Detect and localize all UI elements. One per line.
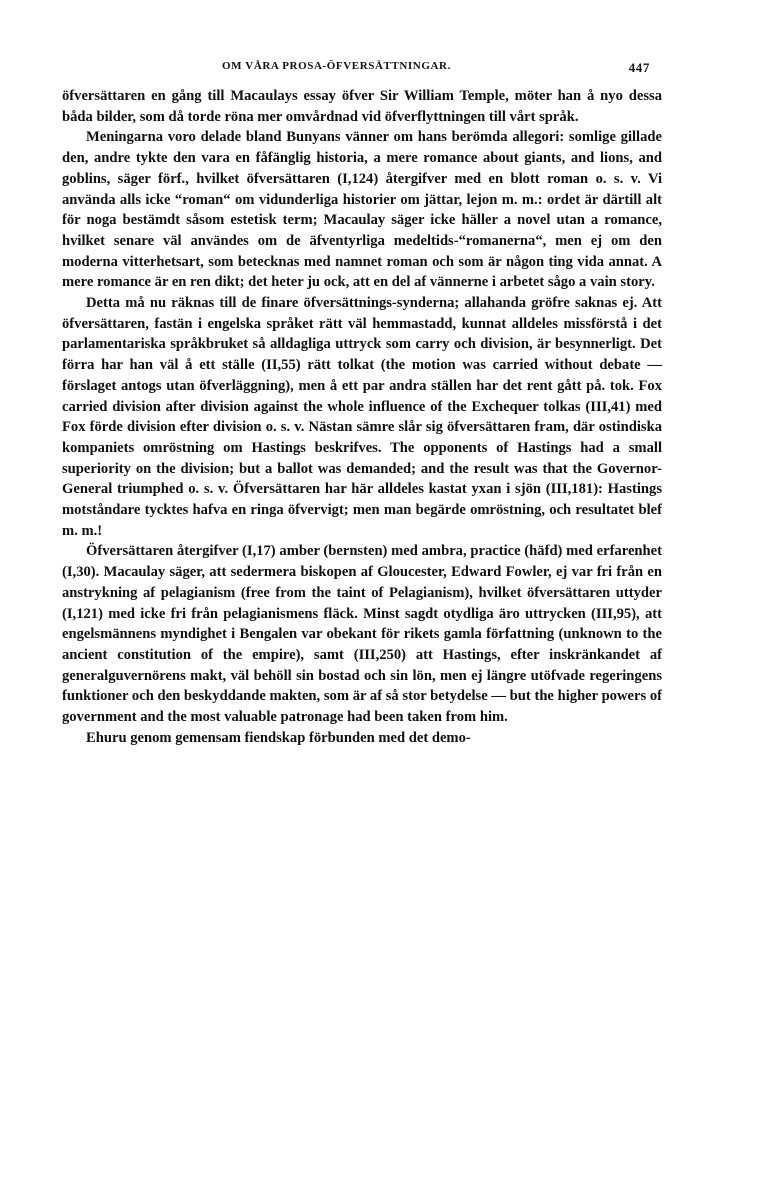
body-text	[62, 86, 662, 749]
paragraph: Detta må nu räknas till de finare öfversättnings-synderna; allahanda gröfre saknas ej. Att öfversättaren, fastän i engelska språket rätt väl hemmastadd, kunnat alldeles missförstå i det parlamentariska språkbruket så alldagliga uttryck som carry och division, är besynnerligt. Det förra har han väl å ett ställe (II,55) rätt tolkat (the motion was carried without debate — förslaget antogs utan öfverläggning), men å ett par andra ställen har det rent gått på. tok. Fox carried division after division against the whole influence of the Exchequer tolkas (III,41) med Fox förde division efter division o. s. v. Nästan sämre slår sig öfversättaren fram, där ostindiska kompaniets omröstning om Hastings beskrifves. The opponents of Hastings had a small superiority on the division; but a ballot was demanded; and the result was that the Governor-General triumphed o. s. v. Öfversättaren har här alldeles kastat yxan i sjön (III,181): Hastings motståndare tycktes hafva en ringa öfvervigt; men man begärde omröstning, och resultatet blef m. m.!	[62, 295, 662, 539]
paragraph: Ehuru genom gemensam fiendskap förbunden med det demo-	[86, 729, 471, 746]
running-title: OM VÅRA PROSA-ÖFVERSÄTTNINGAR.	[222, 60, 451, 72]
book-page	[62, 60, 662, 1170]
paragraph: Öfversättaren återgifver (I,17) amber (bernsten) med ambra, practice (häfd) med erfarenhet (I,30). Macaulay säger, att sedermera biskopen af Gloucester, Edward Fowler, ej var fri från en anstrykning af pelagianism (free from the taint of Pelagianism), hvilket öfversättaren uttyder (I,121) med icke fri från pelagianismens fläck. Minst sagdt otydliga äro uttrycken (III,95), att engelsmännens myndighet i Bengalen var obekant för rikets gamla författning (unknown to the ancient constitution of the empire), samt (III,250) att Hastings, efter inskränkandet af generalguvernörens makt, väl behöll sin bostad och sin lön, men ej längre utöfvade regeringens funktioner och den beskyddande makten, som är af så stor betydelse — but the higher powers of government and the most valuable patronage had been taken from him.	[62, 543, 662, 726]
page-number: 447	[628, 60, 650, 75]
running-head	[62, 60, 662, 82]
paragraph: Meningarna voro delade bland Bunyans vänner om hans berömda allegori: somlige gillade den, andre tykte den vara en fåfänglig historia, a mere romance about giants, and lions, and goblins, säger förf., hvilket öfversättaren (I,124) återgifver med en blott roman o. s. v. Vi använda alls icke “roman“ om vidunderliga historier om jättar, lejon m. m.: ordet är därtill alt för noga bestämdt såsom estetisk term; Macaulay säger icke häller a novel utan a romance, hvilket senare väl användes om de äfventyrliga medeltids-“romanerna“, men ej om den moderna vitterhetsart, som betecknas med namnet roman och som är någon ting vida annat. A mere romance är en ren dikt; det heter ju ock, att en del af vännerne i arbetet sågo a vain story.	[62, 129, 662, 291]
paragraph: öfversättaren en gång till Macaulays essay öfver Sir William Temple, möter han å nyo dessa båda bilder, som då torde röna mer omvårdnad vid öfverflyttningen till vårt språk.	[62, 88, 662, 125]
